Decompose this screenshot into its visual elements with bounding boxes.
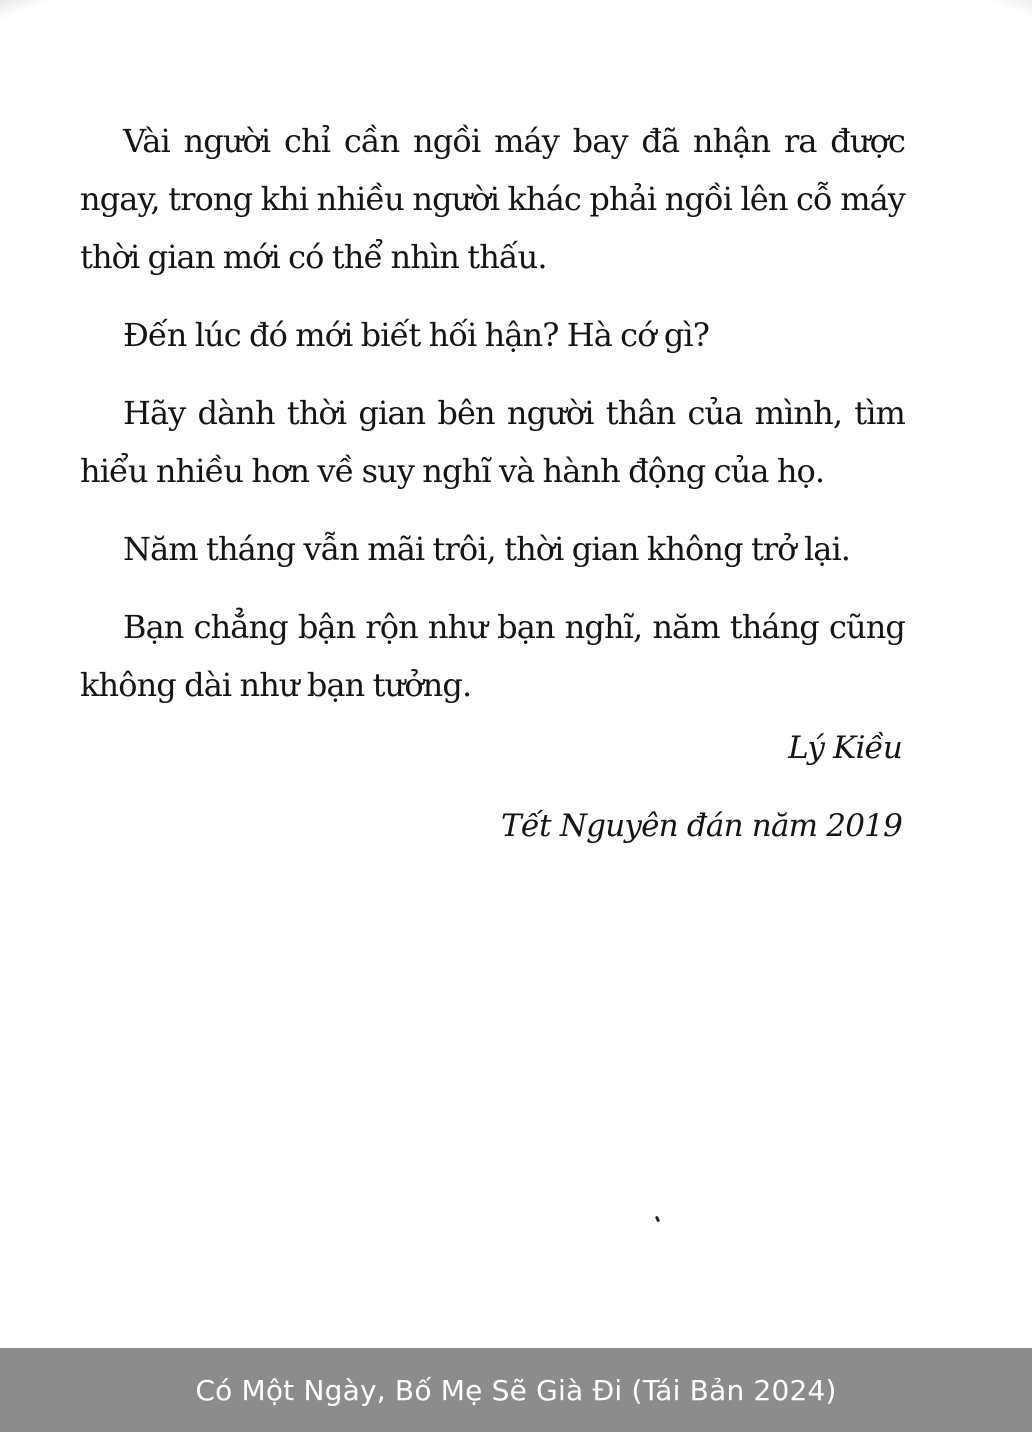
paragraph: Bạn chẳng bận rộn như bạn nghĩ, năm tháng cũng không dài như bạn tưởng.: [80, 608, 905, 704]
paragraph: Đến lúc đó mới biết hối hận? Hà cớ gì?: [123, 316, 710, 354]
page-body-text: [80, 112, 905, 734]
print-speck: [655, 1216, 660, 1223]
signature-author: Lý Kiều: [788, 730, 902, 766]
book-title: Có Một Ngày, Bố Mẹ Sẽ Già Đi (Tái Bản 2024): [195, 1373, 837, 1407]
scan-corner-shadow-right: [992, 0, 1032, 25]
paragraph: Vài người chỉ cần ngồi máy bay đã nhận ra được ngay, trong khi nhiều người khác phải ngồi lên cỗ máy thời gian mới có thể nhìn thấu.: [80, 122, 905, 276]
paragraph: Năm tháng vẫn mãi trôi, thời gian không trở lại.: [123, 530, 851, 568]
paragraph: Hãy dành thời gian bên người thân của mình, tìm hiểu nhiều hơn về suy nghĩ và hành động của họ.: [80, 394, 905, 490]
signature-date: Tết Nguyên đán năm 2019: [500, 808, 902, 844]
scan-corner-shadow: [0, 0, 60, 30]
book-title-bar: [0, 1348, 1032, 1432]
